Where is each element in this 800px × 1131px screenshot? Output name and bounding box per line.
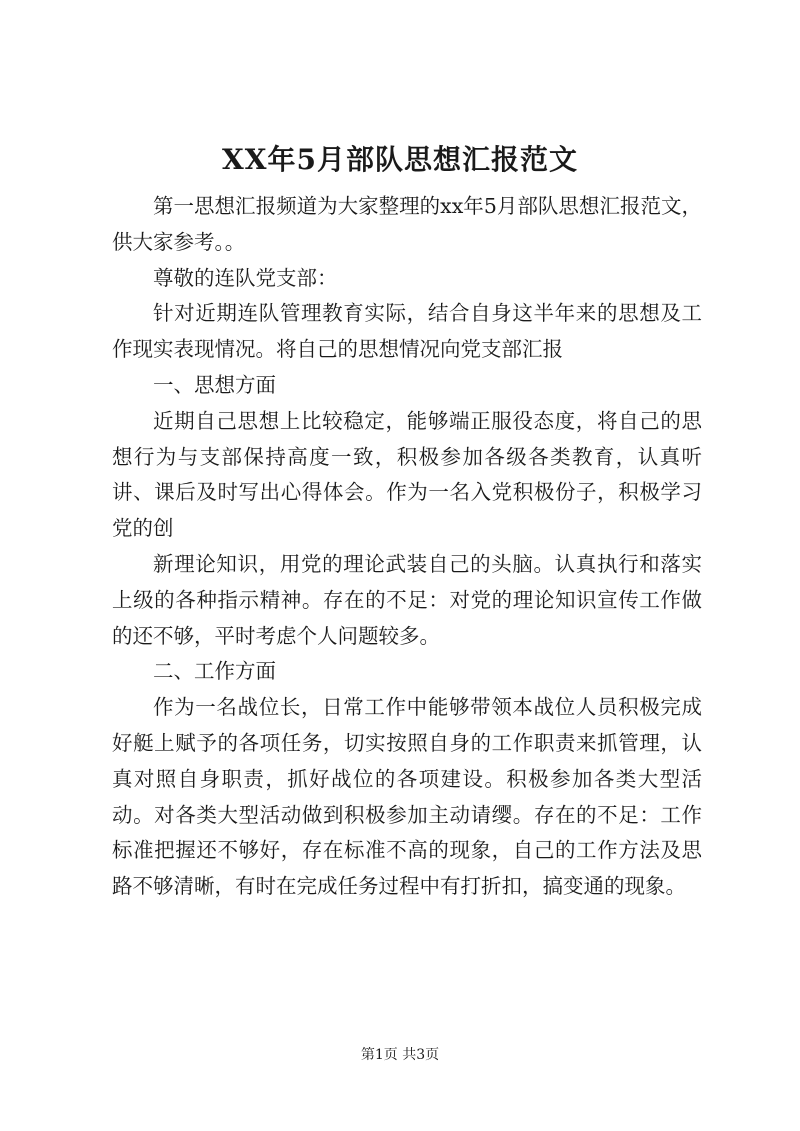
- section-heading-work: 二、工作方面: [153, 659, 276, 684]
- page-number-footer: 第1页 共3页: [360, 1047, 440, 1063]
- paragraph-salutation: 尊敬的连队党支部：: [153, 265, 338, 290]
- paragraph-thought-continued: 新理论知识，用党的理论武装自己的头脑。认真执行和落实上级的各种指示精神。存在的不足：对党的理论知识宣传工作做的还不够，平时考虑个人问题较多。: [112, 551, 702, 648]
- document-title: XX年5月部队思想汇报范文: [222, 143, 578, 176]
- paragraph-purpose: 针对近期连队管理教育实际，结合自身这半年来的思想及工作现实表现情况。将自己的思想情况向党支部汇报: [112, 301, 702, 362]
- paragraph-thought: 近期自己思想上比较稳定，能够端正服役态度，将自己的思想行为与支部保持高度一致，积极参加各级各类教育，认真听讲、课后及时写出心得体会。作为一名入党积极份子，积极学习党的创: [112, 408, 702, 541]
- paragraph-work: 作为一名战位长，日常工作中能够带领本战位人员积极完成好艇上赋予的各项任务，切实按照自身的工作职责来抓管理，认真对照自身职责，抓好战位的各项建设。积极参加各类大型活动。对各类大型活动做到积极参加主动请缨。存在的不足：工作标准把握还不够好，存在标准不高的现象，自己的工作方法及思路不够清晰，有时在完成任务过程中有打折扣，搞变通的现象。: [112, 695, 702, 899]
- section-heading-thought: 一、思想方面: [153, 372, 276, 397]
- paragraph-intro: 第一思想汇报频道为大家整理的xx年5月部队思想汇报范文，供大家参考。。: [112, 194, 702, 254]
- document-body: [112, 189, 702, 905]
